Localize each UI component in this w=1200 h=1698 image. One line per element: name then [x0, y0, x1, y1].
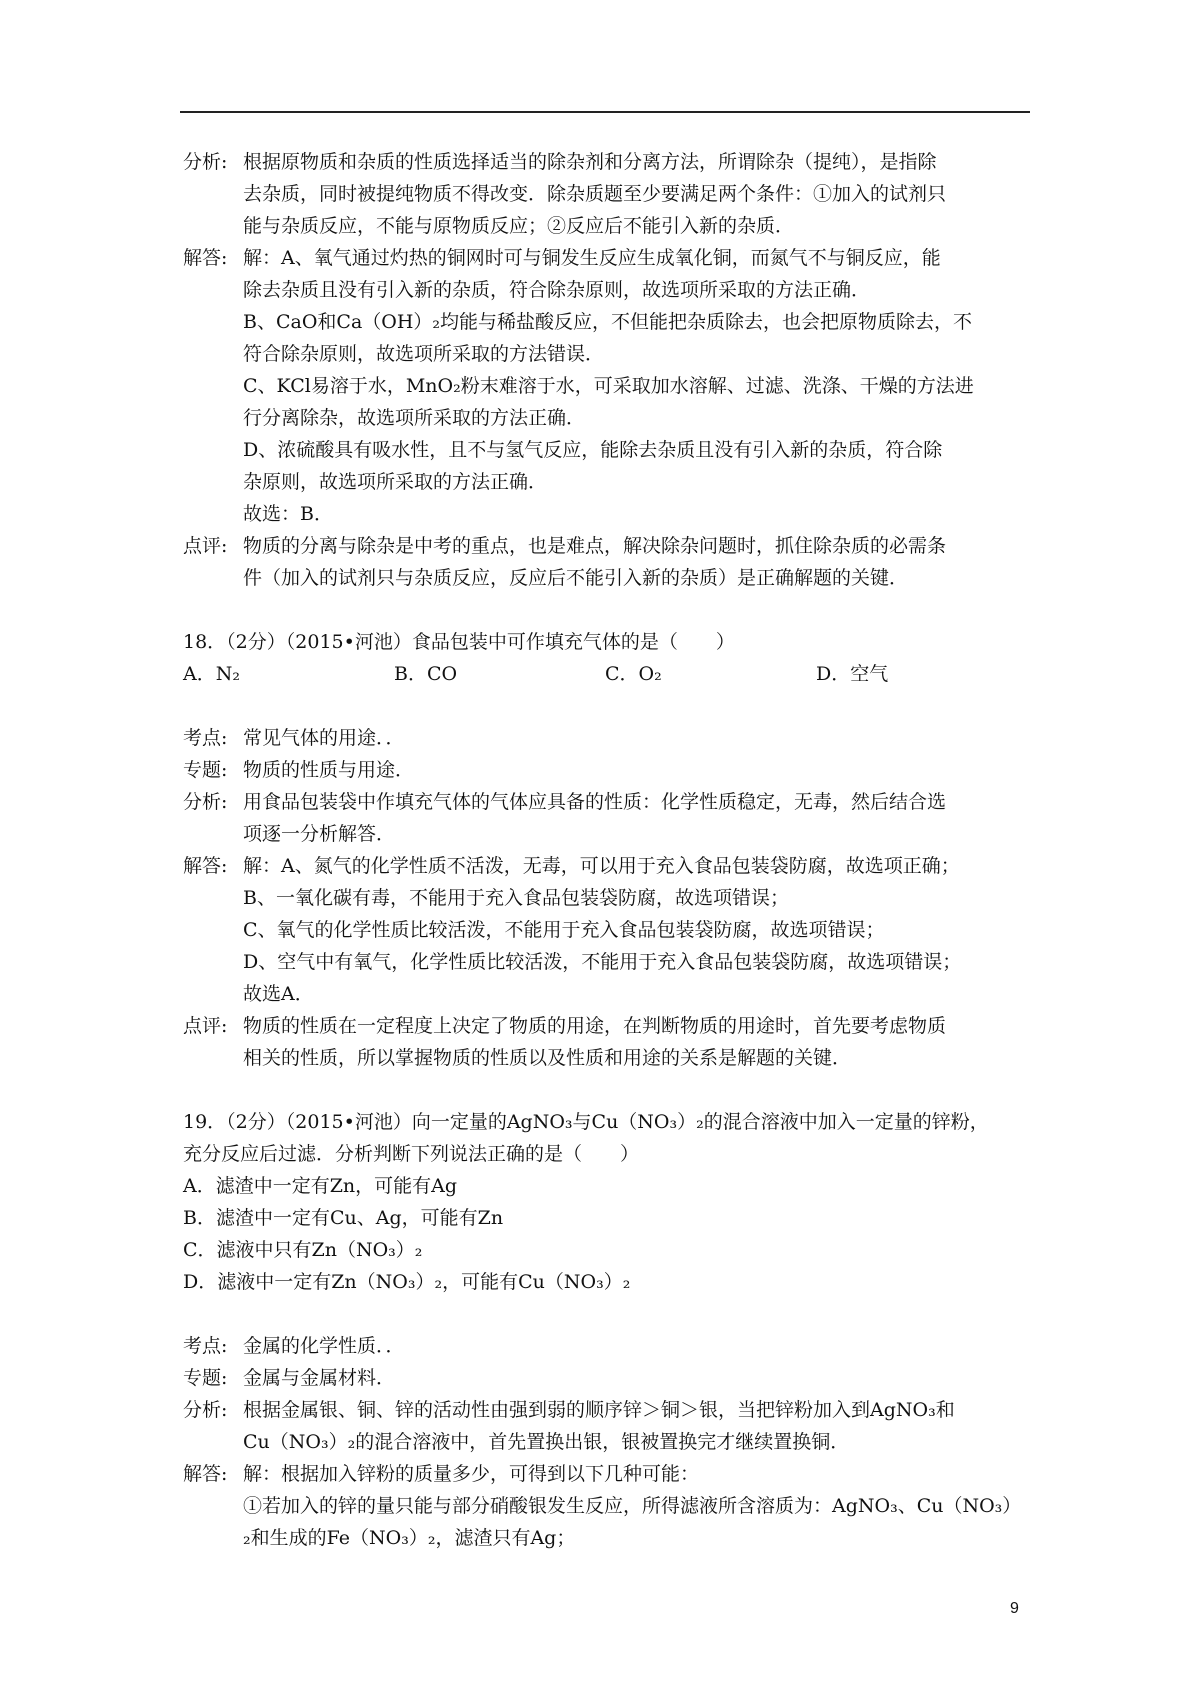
question-18-stem: 18．（2分）（2015•河池）食品包装中可作填充气体的是（ ） [183, 631, 735, 653]
text-line: 物质的性质在一定程度上决定了物质的用途，在判断物质的用途时，首先要考虑物质 [243, 1015, 947, 1037]
text-line: 去杂质，同时被提纯物质不得改变．除杂质题至少要满足两个条件：①加入的试剂只 [243, 183, 947, 205]
solution-label: 解答: [183, 247, 228, 269]
text-line: 故选：B． [243, 503, 333, 525]
analysis-label: 分析: [183, 151, 228, 173]
text-line: 用食品包装袋中作填充气体的气体应具备的性质：化学性质稳定，无毒，然后结合选 [243, 791, 947, 813]
question-18-options [183, 658, 1033, 690]
document-body [183, 146, 1033, 1554]
text-line: 杂原则，故选项所采取的方法正确． [243, 471, 548, 493]
topic-section [183, 1362, 1033, 1394]
text-line: 金属与金属材料． [243, 1367, 396, 1389]
comment-section [183, 530, 1033, 594]
option-b: B．滤渣中一定有Cu、Ag，可能有Zn [183, 1207, 504, 1229]
analysis-label: 分析: [183, 1399, 228, 1421]
text-line: 解：根据加入锌粉的质量多少，可得到以下几种可能： [243, 1463, 700, 1485]
text-line: B、一氧化碳有毒，不能用于充入食品包装袋防腐，故选项错误； [243, 887, 789, 909]
question-19-stem: 充分反应后过滤．分析判断下列说法正确的是（ ） [183, 1143, 640, 1165]
solution-section [183, 242, 1033, 530]
text-line: Cu（NO₃）₂的混合溶液中，首先置换出银，银被置换完才继续置换铜． [243, 1431, 850, 1453]
solution-section [183, 850, 1033, 1010]
text-line: 故选A． [243, 983, 314, 1005]
text-line: B、CaO和Ca（OH）₂均能与稀盐酸反应，不但能把杂质除去，也会把原物质除去，不 [243, 311, 973, 333]
solution-section [183, 1458, 1033, 1554]
option-d: D．空气 [816, 663, 889, 685]
option-c: C．O₂ [605, 663, 662, 685]
text-line: 除去杂质且没有引入新的杂质，符合除杂原则，故选项所采取的方法正确． [243, 279, 871, 301]
text-line: 解：A、氮气的化学性质不活泼，无毒，可以用于充入食品包装袋防腐，故选项正确； [243, 855, 960, 877]
solution-label: 解答: [183, 855, 228, 877]
topic-label: 专题: [183, 1367, 228, 1389]
option-a: A．N₂ [183, 663, 240, 685]
text-line: 符合除杂原则，故选项所采取的方法错误． [243, 343, 605, 365]
text-line: 相关的性质，所以掌握物质的性质以及性质和用途的关系是解题的关键． [243, 1047, 852, 1069]
text-line: 件（加入的试剂只与杂质反应，反应后不能引入新的杂质）是正确解题的关键． [243, 567, 909, 589]
topic-label: 专题: [183, 759, 228, 781]
option-b: B．CO [394, 663, 458, 685]
comment-section [183, 1010, 1033, 1074]
key-point-section [183, 722, 1033, 754]
option-d: D．滤液中一定有Zn（NO₃）₂，可能有Cu（NO₃）₂ [183, 1271, 631, 1293]
text-line: 根据原物质和杂质的性质选择适当的除杂剂和分离方法，所谓除杂（提纯），是指除 [243, 151, 937, 173]
text-line: ₂和生成的Fe（NO₃）₂，滤渣只有Ag； [243, 1527, 576, 1549]
text-line: C、氧气的化学性质比较活泼，不能用于充入食品包装袋防腐，故选项错误； [243, 919, 885, 941]
text-line: D、浓硫酸具有吸水性，且不与氢气反应，能除去杂质且没有引入新的杂质，符合除 [243, 439, 943, 461]
text-line: C、KCl易溶于水，MnO₂粉末难溶于水，可采取加水溶解、过滤、洗涤、干燥的方法进 [243, 375, 974, 397]
option-a: A．滤渣中一定有Zn，可能有Ag [183, 1175, 458, 1197]
text-line: 项逐一分析解答． [243, 823, 396, 845]
text-line: D、空气中有氧气，化学性质比较活泼，不能用于充入食品包装袋防腐，故选项错误； [243, 951, 962, 973]
question-19-stem: 19．（2分）（2015•河池）向一定量的AgNO₃与Cu（NO₃）₂的混合溶液中加入一定量的锌粉， [183, 1111, 989, 1133]
page-number: 9 [1010, 1600, 1019, 1617]
solution-label: 解答: [183, 1463, 228, 1485]
analysis-section [183, 1394, 1033, 1458]
topic-section [183, 754, 1033, 786]
text-line: 根据金属银、铜、锌的活动性由强到弱的顺序锌＞铜＞银，当把锌粉加入到AgNO₃和 [243, 1399, 955, 1421]
analysis-section [183, 146, 1033, 242]
analysis-label: 分析: [183, 791, 228, 813]
text-line: 能与杂质反应，不能与原物质反应；②反应后不能引入新的杂质． [243, 215, 795, 237]
text-line: 解：A、氧气通过灼热的铜网时可与铜发生反应生成氧化铜，而氮气不与铜反应，能 [243, 247, 941, 269]
key-point-section [183, 1330, 1033, 1362]
key-point-label: 考点: [183, 727, 228, 749]
option-c: C．滤液中只有Zn（NO₃）₂ [183, 1239, 423, 1261]
text-line: 常见气体的用途．． [243, 727, 405, 749]
analysis-section [183, 786, 1033, 850]
text-line: 行分离除杂，故选项所采取的方法正确． [243, 407, 586, 429]
text-line: 物质的分离与除杂是中考的重点，也是难点，解决除杂问题时，抓住除杂质的必需条 [243, 535, 947, 557]
comment-label: 点评: [183, 1015, 228, 1037]
text-line: ①若加入的锌的量只能与部分硝酸银发生反应，所得滤液所含溶质为：AgNO₃、Cu（NO₃） [243, 1495, 1022, 1517]
comment-label: 点评: [183, 535, 228, 557]
key-point-label: 考点: [183, 1335, 228, 1357]
text-line: 金属的化学性质．． [243, 1335, 405, 1357]
text-line: 物质的性质与用途． [243, 759, 415, 781]
header-rule [180, 111, 1030, 113]
